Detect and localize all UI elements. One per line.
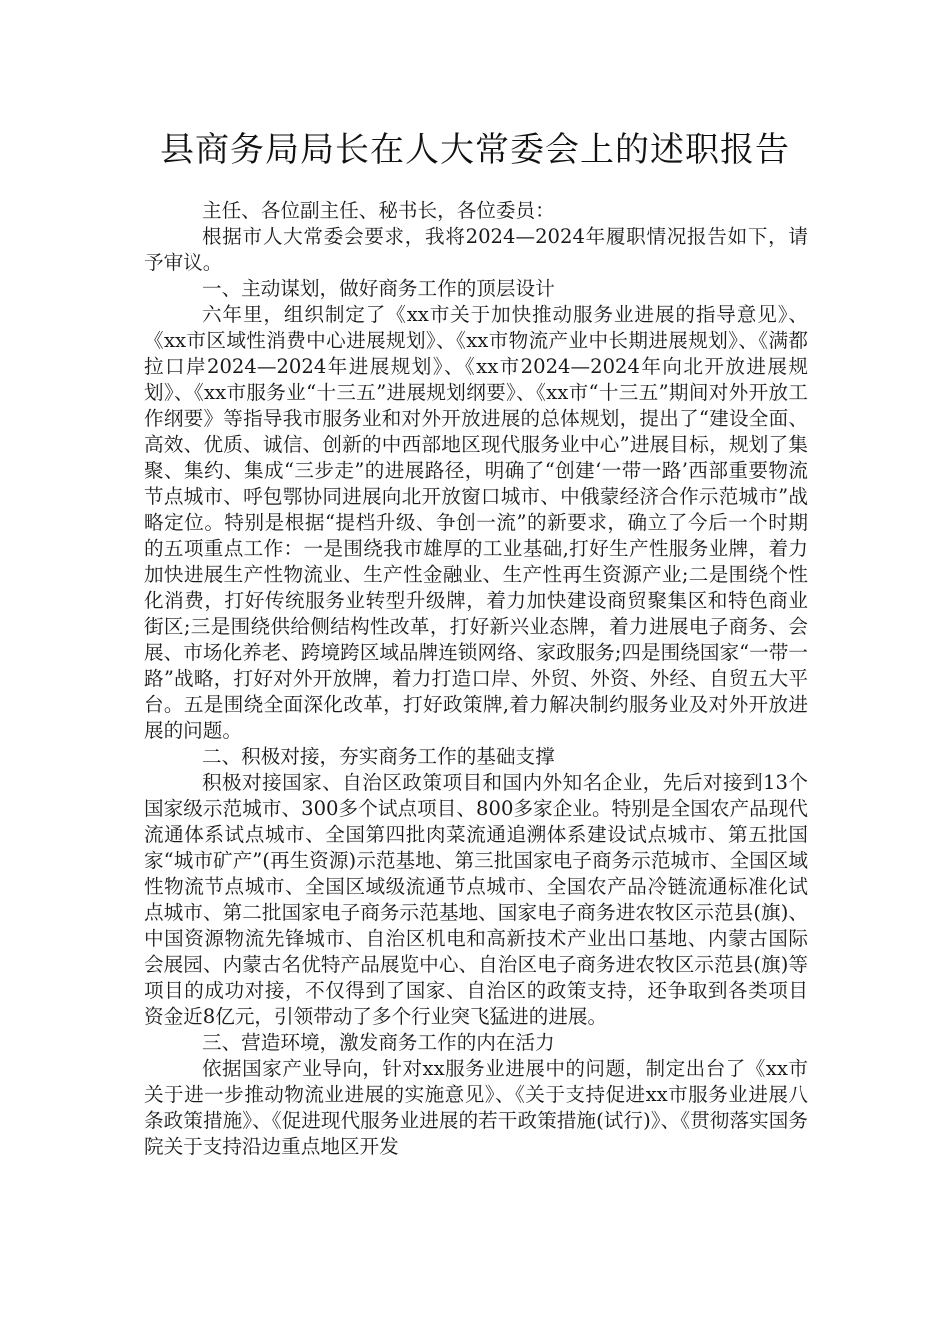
- section-body-1: 六年里，组织制定了《xx市关于加快推动服务业进展的指导意见》、《xx市区域性消费中心进展规划》、《xx市物流产业中长期进展规划》、《满都拉口岸2024—2024年进展规划》、《xx市2024—2024年向北开放进展规划》、《xx市服务业“十三五”进展规划纲要》、《xx市“十三五”期间对外开放工作纲要》等指导我市服务业和对外开放进展的总体规划，提出了“建设全面、高效、优质、诚信、创新的中西部地区现代服务业中心”进展目标，规划了集聚、集约、集成“三步走”的进展路径，明确了“创建‘一带一路’西部重要物流节点城市、呼包鄂协同进展向北开放窗口城市、中俄蒙经济合作示范城市”战略定位。特别是根据“提档升级、争创一流”的新要求，确立了今后一个时期的五项重点工作：一是围绕我市雄厚的工业基础,打好生产性服务业牌，着力加快进展生产性物流业、生产性金融业、生产性再生资源产业;二是围绕个性化消费，打好传统服务业转型升级牌，着力加快建设商贸聚集区和特色商业街区;三是围绕供给侧结构性改革，打好新兴业态牌，着力进展电子商务、会展、市场化养老、跨境跨区域品牌连锁网络、家政服务;四是围绕国家“一带一路”战略，打好对外开放牌，着力打造口岸、外贸、外资、外经、自贸五大平台。五是围绕全面深化改革，打好政策牌,着力解决制约服务业及对外开放进展的问题。: [144, 303, 808, 742]
- section-heading-3: 三、营造环境，激发商务工作的内在活力: [202, 1031, 555, 1054]
- document-title: 县商务局局长在人大常委会上的述职报告: [160, 130, 790, 170]
- document-body: [144, 198, 808, 1160]
- intro-paragraph: 根据市人大常委会要求，我将2024—2024年履职情况报告如下，请予审议。: [144, 225, 808, 274]
- section-heading-2: 二、积极对接，夯实商务工作的基础支撑: [202, 745, 555, 768]
- section-body-2: 积极对接国家、自治区政策项目和国内外知名企业，先后对接到13个国家级示范城市、300多个试点项目、800多家企业。特别是全国农产品现代流通体系试点城市、全国第四批肉菜流通追溯体系建设试点城市、第五批国家“城市矿产”(再生资源)示范基地、第三批国家电子商务示范城市、全国区域性物流节点城市、全国区域级流通节点城市、全国农产品冷链流通标准化试点城市、第二批国家电子商务示范基地、国家电子商务进农牧区示范县(旗)、中国资源物流先锋城市、自治区机电和高新技术产业出口基地、内蒙古国际会展园、内蒙古名优特产品展览中心、自治区电子商务进农牧区示范县(旗)等项目的成功对接，不仅得到了国家、自治区的政策支持，还争取到各类项目资金近8亿元，引领带动了多个行业突飞猛进的进展。: [144, 771, 808, 1028]
- section-body-3: 依据国家产业导向，针对xx服务业进展中的问题，制定出台了《xx市关于进一步推动物流业进展的实施意见》、《关于支持促进xx市服务业进展八条政策措施》、《促进现代服务业进展的若干政策措施(试行)》、《贯彻落实国务院关于支持沿边重点地区开发: [144, 1057, 808, 1158]
- section-heading-1: 一、主动谋划，做好商务工作的顶层设计: [202, 277, 555, 300]
- salutation: 主任、各位副主任、秘书长，各位委员：: [202, 199, 555, 222]
